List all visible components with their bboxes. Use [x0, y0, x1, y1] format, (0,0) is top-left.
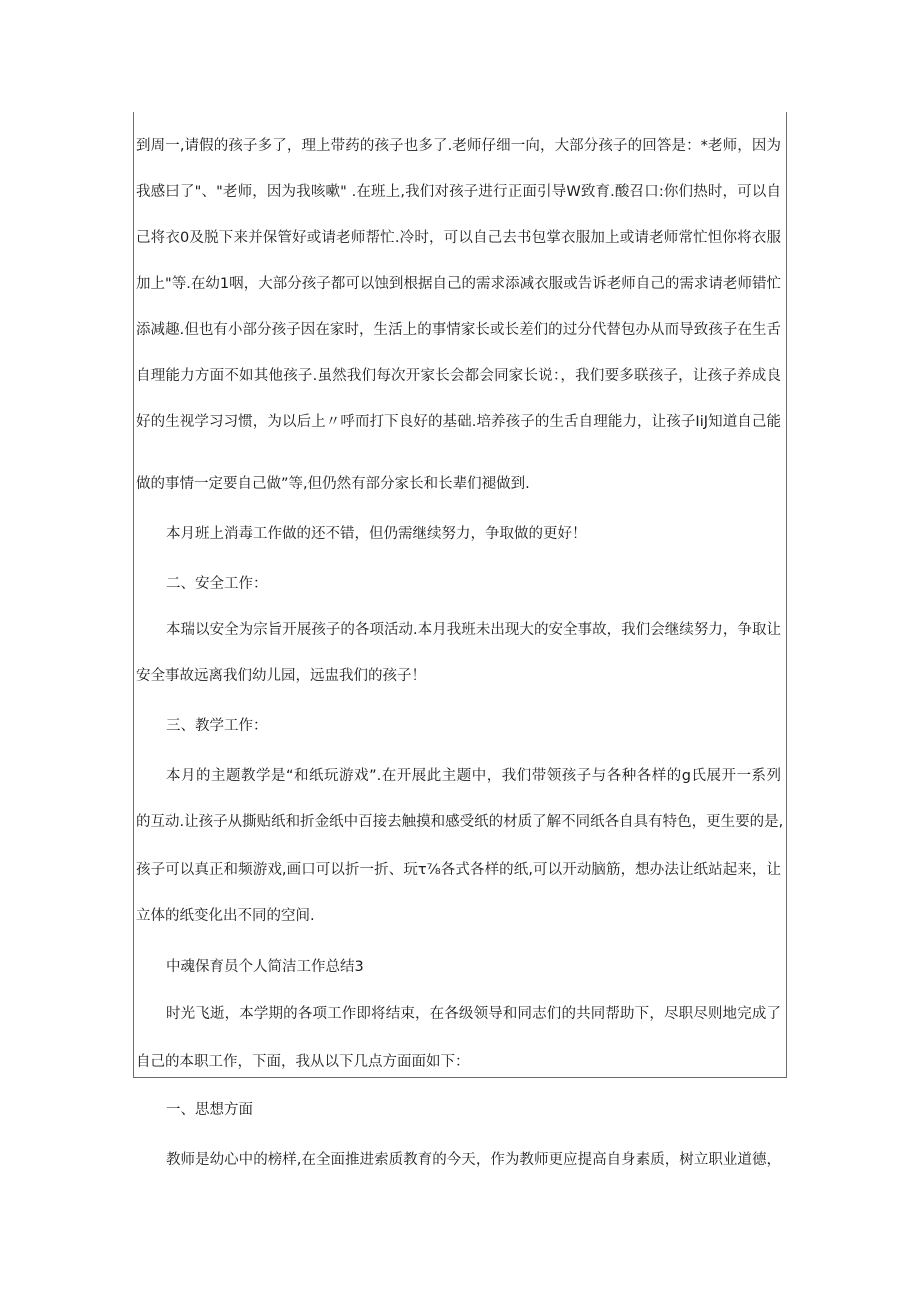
- text-line: 添减趣.但也有小部分孩子因在家时，生活上的事情家长或长差们的过分代替包办从而导致孩子在生舌: [136, 322, 781, 338]
- text-line: 孩子可以真正和频游戏,画口可以折一折、玩τ⅞各式各样的纸,可以开动脑筋，想办法让纸站起来，让: [136, 862, 781, 878]
- text-line: 到周一,请假的孩子多了，理上带药的孩子也多了.老师仔细一向，大部分孩子的回答是：*老师，因为: [136, 138, 781, 154]
- paragraph-line: 本月班上消毒工作做的还不错，但仍需继续努力，争取做的更好！: [166, 526, 587, 542]
- text-line: 自理能力方面不如其他孩子.虽然我们每次开家长会都会同家长说：，我们要多联孩子，让孩子养成良: [136, 368, 781, 384]
- paragraph-line: 本月的主题教学是“和纸玩游戏”.在开展此主题中，我们带领孩子与各种各样的g氏展开一系列: [166, 768, 781, 784]
- text-line: 安全事故远离我们幼儿园，远盅我们的孩子！: [136, 668, 426, 684]
- text-line: 好的生视学习习惯，为以后上〃呼而打下良好的基础.培养孩子的生舌自理能力，让孩子IiJ知道自己能: [136, 414, 781, 430]
- text-line: 做的事情一定要自己做”等,但仍然有部分家长和长辈们褪做到.: [136, 476, 530, 492]
- text-line: 立体的纸变化出不同的空间.: [136, 908, 315, 924]
- section-heading: 二、安全工作：: [166, 576, 268, 592]
- section-heading: 三、教学工作：: [166, 718, 268, 734]
- section-heading: 一、思想方面: [166, 1102, 253, 1118]
- text-line: 加上"等.在幼1咽，大部分孩子都可以蚀到根据自己的需求添减衣服或告诉老师自己的需求请老师错忙: [136, 276, 781, 292]
- paragraph-line: 时光飞逝，本学期的各项工作即将结束，在各级领导和同志们的共同帮助下，尽职尽则地完成了: [166, 1006, 781, 1022]
- section-title: 中魂保育员个人简洁工作总结3: [166, 959, 364, 975]
- paragraph-line: 本瑞以安全为宗旨开展孩子的各项活动.本月我班未出现大的安全事故，我们会继续努力，争取让: [166, 622, 781, 638]
- text-line: 我感曰了"、"老师，因为我咳嗽" .在班上,我们对孩子进行正面引导W致育.酸召口:你们热时，可以自: [136, 184, 781, 200]
- paragraph-line: 教师是幼心中的榜样,在全面推进索质教育的今天，作为教师更应提高自身素质，树立职业道德，: [166, 1152, 781, 1168]
- text-line: 己将衣0及脱下来并保管好或请老师帮忙.冷时，可以自己去书包掌衣服加上或请老师常忙怛你将衣服: [136, 230, 781, 246]
- text-line: 的互动.让孩子从撕贴纸和折金纸中百接去触摸和感受纸的材质了解不同纸各自具有特色，更生要的是,: [136, 814, 784, 830]
- text-line: 自己的本职工作，下面，我从以下几点方面面如下：: [136, 1054, 470, 1070]
- page-border-frame: [133, 112, 787, 1078]
